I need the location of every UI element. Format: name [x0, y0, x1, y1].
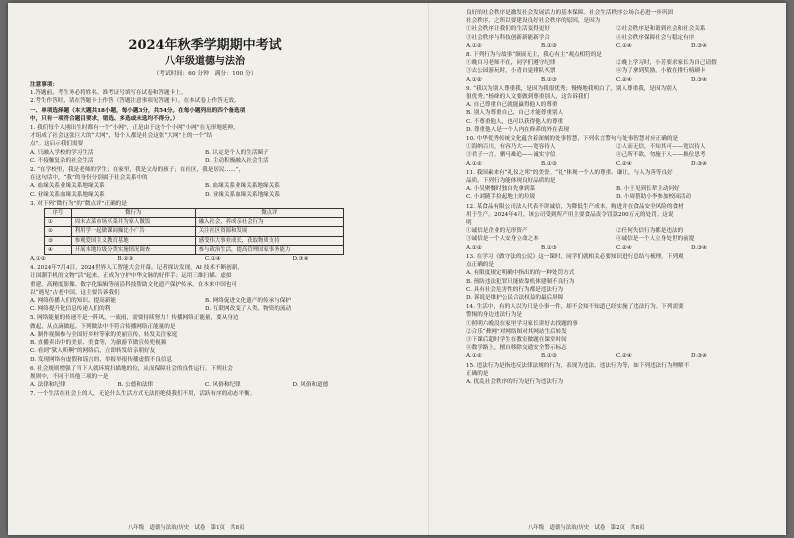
question-2-line: 在这句话中，“我”的身份分别属于社会关系中的: [30, 175, 148, 182]
question-4-line: 让国潮手机的文物“活”起来，正成为守护中华文脉的好伴手；运用三维扫描、虚拟: [30, 273, 232, 280]
question-14-line: 14. 生活中，有的人以为只是小事一件，却不会知不知道已经实施了违法行为。下列需要: [466, 304, 684, 311]
question-5-line: 做起，从点滴做起。下列做法中不符合传播网络正能量的是: [30, 323, 176, 330]
option: C. 业缘关系血缘关系地缘关系: [30, 191, 105, 198]
statement: ②晚上学习时，小芳要求家长为自己请假: [616, 60, 717, 67]
statement: ①照明六晚没在家里学习家长讲好去找题的事: [466, 320, 578, 327]
statement: ②人而无信，不知其可——宽以待人: [616, 144, 706, 151]
question-8-statements: [466, 59, 766, 75]
option: C. 风俗和纪律: [205, 382, 241, 389]
option: A.①②: [466, 353, 482, 360]
question-1-options: [30, 149, 380, 165]
statement: ④诚信是一个人立身处世的前提: [616, 236, 695, 243]
option: C.②④: [616, 160, 632, 167]
option: A. 制作视频参与全国好乡村等家的美丽宣传，转发关注家庭: [30, 331, 178, 338]
question-3-table: [44, 208, 344, 255]
statement: ②合乐“彝网”对网络图对其网站生后转发: [466, 328, 567, 335]
option: B. 网络促进文化遗产的传承与保护: [205, 298, 291, 305]
fold-line: [428, 3, 429, 535]
note-line: 2.考生作答时，请在答题卡上作答（答题注意事项见答题卡），在本试卷上作答无效。: [30, 98, 240, 105]
option: D. 主动积极融入社会生活: [205, 157, 269, 164]
option: C. 看到“狱人昕啊”的网络后，立即转发给亲朋好友: [30, 348, 156, 355]
option: C. 不接触复杂的社会生活: [30, 157, 94, 164]
table-row: [45, 236, 344, 245]
question-11-line: 品质。下列行为能体现良好品质的是: [466, 178, 556, 185]
question-1-line: 才组成了社会这张巨大的“大网”，每个人都是社会这张“大网”上的一个“结: [30, 133, 213, 140]
left-column: [30, 9, 380, 399]
option: A. 自己尊重自己就能赢得他人的尊重: [466, 102, 558, 109]
statement: ②任何失信行为都是违法的: [616, 228, 684, 235]
option: A.①②: [30, 256, 46, 263]
table-row: [45, 218, 344, 227]
option: B. 认定是个人的生活圈子: [205, 149, 269, 156]
table-cell: 融入社会，养成亲社会行为: [195, 218, 343, 227]
question-11-line: 11. 我国素来有“礼仪之邦”的美誉。“礼”体现一个人的尊重、谦让，与人为善等良好: [466, 169, 673, 176]
option: D. 尊重他人是一个人内在修养的外在表现: [466, 126, 569, 133]
question-2-options: [30, 182, 380, 198]
option: A. 小吴聚餐时独自先拿到菜: [466, 186, 536, 193]
option: D. 发现网络有虚假和谣言的，举报举报传播虚假不良信息: [30, 356, 173, 363]
table-cell: 感受伟大事业成长，获取物质支持: [195, 236, 343, 245]
question-4-line: 以“遇见”古老中国。这主要告诉我们: [30, 289, 120, 296]
table-cell: ①: [45, 218, 72, 227]
table-header-cell: 微行为: [71, 209, 195, 218]
option: D.③④: [292, 256, 309, 263]
option: C.②④: [616, 244, 632, 251]
notes-heading: 注意事项：: [30, 82, 58, 88]
question-14-answers: [466, 352, 766, 360]
option: D. 风俗和道德: [292, 382, 329, 389]
option: C.①④: [616, 42, 632, 49]
option: D.③④: [691, 42, 708, 49]
page-footer-left: 八年级 道德与法治/历史 试卷 第1页 共8页: [128, 525, 245, 531]
option: A. 有限度规定明确中指出的的一种处罚方式: [466, 270, 575, 277]
question-12-line: 12. 某食品有限公司法人代表不讲诚信，为降低生产成本，购进并在食品安全风险的食材: [466, 203, 684, 210]
question-13-line: 点正确的是: [466, 262, 494, 269]
question-7-answers: [466, 42, 766, 50]
option: B. 别人为尊重自己，自己才能尊重别人: [466, 110, 564, 117]
statement: ①海纳百川，有容乃大——宽容待人: [466, 144, 556, 151]
option: B.①③: [541, 244, 557, 251]
option: A. 只融入学校的学习生活: [30, 149, 94, 156]
statement: ④己所不欲，勿施于人——换位思考: [616, 152, 706, 159]
question-1-line: 1. 我们每个人刚出生时都有一个“小网”，正是由于这个个小网“小网”在无形地延伸，: [30, 125, 239, 132]
question-15-line: 15. 违法行为是指违反法律法规的行为，表现为违法、违法行为等，如下列违法行为理解不: [466, 362, 690, 369]
question-12-answers: [466, 244, 766, 252]
statement: ①诚信是企业的无形资产: [466, 228, 528, 235]
statement: ③社会秩序与科技创新新能新学合: [466, 34, 550, 41]
table-cell: ②: [45, 227, 72, 236]
question-9-line: 9. “我以为别人尊重我，是因为我很优秀；慢慢地我明白了，别人尊重我，是因为别人: [466, 85, 678, 92]
option: B. 公德和法律: [117, 382, 154, 389]
option: B.①③: [541, 160, 557, 167]
option: B. 直播卖出中的美景、美食等，为旅游节做宣传兜视频: [30, 340, 167, 347]
statement: ③下课后超时学生在教室做题在课堂时间: [466, 336, 567, 343]
statement: ③诚信是一个人安身立命之本: [466, 236, 539, 243]
section-heading-cont: 中，只有一项符合题目要求，错选、多选或未选均不得分。）: [30, 115, 179, 122]
question-3-line: 3. 对下列“微行为”的“微点评”正确的是: [30, 200, 127, 207]
statement: ①社会秩序让我们的生活变得更好: [466, 26, 550, 33]
exam-subject: 八年级道德与法治: [165, 56, 245, 67]
table-header-row: [45, 209, 344, 218]
option: B.①③: [541, 353, 557, 360]
question-3-options: [30, 255, 380, 263]
option: C.①④: [205, 256, 221, 263]
option: B.②③: [117, 256, 134, 263]
statement: ④数学路上，擅自移除交通安全警示标志: [466, 345, 567, 352]
option: D.③④: [691, 160, 708, 167]
statement: ①晚自习老师不在，同学们遵守纪律: [466, 60, 556, 67]
table-cell: 周末去菜市场买菜并为家人做饭: [71, 218, 195, 227]
option: C. 网络提升化信息传递人们的利: [30, 306, 111, 313]
option: A.①②: [466, 244, 482, 251]
question-12-line: 用于生产。2024年4月，该公司受到所产用主要食品责令罚款200万元的处罚。这说: [466, 211, 674, 218]
option: D.③④: [691, 353, 708, 360]
question-4-line: 4. 2024年7月4日，2024世界人工智能大会开幕。记者探访发现，AI 技术不断创新，: [30, 265, 243, 272]
option: B. 小王见到长辈主动问好: [616, 186, 680, 193]
option: C. 具有社会危害性的行为都是违法行为: [466, 286, 564, 293]
table-cell: 开展本地垃圾分类实施情况调查: [71, 245, 195, 254]
question-1-line: 点”。这启示我们需要: [30, 141, 84, 148]
question-14-line: 警惕的身边违法行为是: [466, 312, 522, 319]
question-2-line: 2. “在学校里，我是老师的学生；在家里，我是父母的孩子；在社区，我是居民……”，: [30, 167, 245, 174]
statement: ②社会秩序是和谐到社会和社会关系: [616, 26, 706, 33]
option: C. 不尊重他人，也可以获得他人的尊重: [466, 118, 564, 125]
question-10-statements: [466, 143, 766, 159]
table-cell: 利用学一起做课间操比小广告: [71, 227, 195, 236]
note-line: 1.答题前，考生务必将姓名、准考证号填写在试卷和答题卡上。: [30, 90, 187, 97]
option: B.①③: [541, 42, 557, 49]
option: B. 血缘关系业缘关系地缘关系: [205, 183, 280, 190]
table-row: [45, 245, 344, 254]
exam-sheet: [8, 3, 786, 535]
option: D. 互联网改变了人类、物资的流动: [205, 306, 292, 313]
option: A. 法律和纪律: [30, 382, 66, 389]
option: A. 血缘关系业缘关系地缘关系: [30, 183, 105, 190]
option: C. 小刘随手捡起地上的垃圾: [466, 194, 536, 201]
table-header-cell: 序号: [45, 209, 72, 218]
question-12-statements: [466, 227, 766, 243]
statement: ④为了拿到奖励，小敏在排行榜刷卡: [616, 68, 706, 75]
statement: ④社会秩序保障社会与稳定有序: [616, 34, 695, 41]
table-header-cell: 微点评: [195, 209, 343, 218]
table-row: [45, 227, 344, 236]
option: D.③④: [691, 76, 708, 83]
question-6-options: [30, 381, 380, 389]
option: D. 小周帮助小李参加校园活动: [616, 194, 691, 201]
question-6-line: 规则中，不同于其他三项的一是: [30, 373, 109, 380]
page-footer-right: 八年级 道德与法治/历史 试卷 第2页 共8页: [528, 525, 645, 531]
option: D. 业缘关系血缘关系地缘关系: [205, 191, 280, 198]
option: C.②④: [616, 353, 632, 360]
question-9-line: 很优秀。”杨绛的人文要做到尊重别人，这告诉我们: [466, 94, 590, 101]
question-5-line: 5. 网络能量的传递不是一阵风，一流雨，需要持续努力！传播网络正能量，要从身边: [30, 315, 239, 322]
statement: ③君子一言，驷马难追——诚实守信: [466, 152, 556, 159]
table-cell: 参与政治生活，提高管理国家事务能力: [195, 245, 343, 254]
question-7-cont: 社会秩序，之所以要建设良好社会秩序的原因，是因为: [466, 18, 601, 25]
statement: ③去公园游玩时，小青自觉排队买票: [466, 68, 556, 75]
question-11-options: [466, 185, 766, 201]
table-cell: ③: [45, 236, 72, 245]
question-7-statements: [466, 25, 766, 41]
option: A.①②: [466, 76, 482, 83]
question-8-answers: [466, 76, 766, 84]
option: B. 预防违法犯罪只能依靠机体建制不良行为: [466, 278, 575, 285]
exam-meta: （考试时间：60 分钟 满分：100 分）: [153, 71, 257, 77]
option: A. 网络传播人们的知识、提高新能: [30, 298, 116, 305]
question-6-line: 6. 社会规则增强了当下人就环境扫描地的位，从而保障社会的良性运行。下列社会: [30, 365, 233, 372]
question-10-answers: [466, 160, 766, 168]
question-13-line: 13. 在学习《做守法的公民》这一课时，同学们就相关必要知识进行总结与梳理。下列观: [466, 253, 684, 260]
question-4-line: 重建、高精度影像、数字化编辑等前沿科技帮助文化遗产保护传承，在本来中国也可: [30, 281, 237, 288]
table-cell: 关注社区资源和发展: [195, 227, 343, 236]
section-heading: 一、单项选择题（本大题共18小题，每小题3分，共54分。在每小题列出的四个备选项: [30, 107, 246, 114]
question-15-line: 正确的是: [466, 370, 489, 377]
question-12-line: 明: [466, 220, 472, 227]
option: B.①③: [541, 76, 557, 83]
question-4-options: [30, 297, 380, 313]
option: A. 扰乱社会秩序的行为是行为违法行为: [466, 378, 564, 385]
table-cell: ④: [45, 245, 72, 254]
table-cell: 参观爱国主义教育基地: [71, 236, 195, 245]
option: A.①②: [466, 42, 482, 49]
option: C.②④: [616, 76, 632, 83]
question-10-line: 10. 中华优秀传统文化蕴含着深刻的处事智慧，下列名言警句与处事智慧对应正确的是: [466, 136, 679, 143]
option: A.①②: [466, 160, 482, 167]
question-7-line: 7. 一个生活在社会上的人，无论什么生活方式无法拒绝使我们不用，活跃有序的动态平衡。: [30, 391, 256, 398]
question-8-line: 8. 下列行为与故事“颠展无主，我心有主”观点相符的是: [466, 52, 602, 59]
exam-title: 2024年秋季学期期中考试: [128, 38, 282, 53]
option: D. 诉说是维护公民合法权益的最后屏障: [466, 294, 564, 301]
question-7-cont: 良好的社会秩序是激发社会发展活力的基本保障。社会生活秩序公场合必进一步巩固: [466, 10, 673, 16]
option: D.③④: [691, 244, 708, 251]
right-column: [466, 9, 766, 386]
